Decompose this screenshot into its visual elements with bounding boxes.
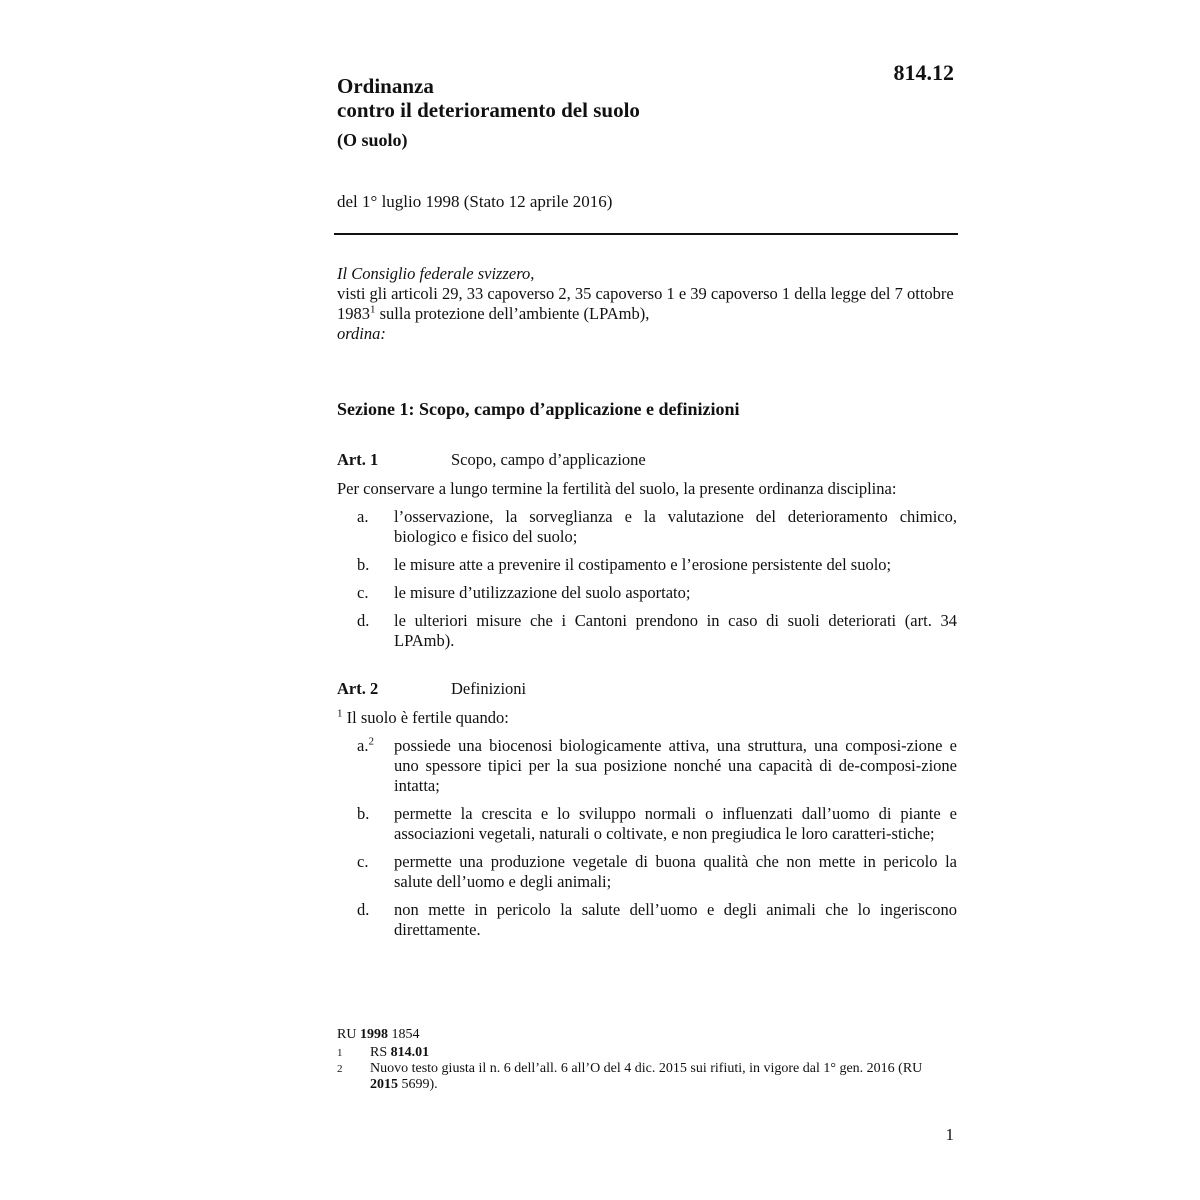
header-divider — [334, 233, 958, 235]
paragraph-number: 1 — [337, 707, 343, 720]
article-1-list — [357, 507, 957, 659]
list-item — [357, 900, 957, 940]
list-marker — [357, 736, 394, 796]
list-marker: d. — [357, 900, 370, 919]
ru-year: 1998 — [359, 1027, 388, 1042]
list-text: le misure atte a prevenire il costipamento e l’erosione persistente del suolo; — [394, 555, 892, 574]
list-marker: c. — [357, 852, 369, 871]
list-text: le ulteriori misure che i Cantoni prendono in caso di suoli deteriorati (art. 34 LPAmb). — [394, 611, 957, 650]
page-number: 1 — [945, 1125, 954, 1144]
footnotes — [337, 1027, 937, 1093]
list-text: permette la crescita e lo sviluppo normali o influenzati dall’uomo di piante e associazioni vegetali, naturali o coltivate, e non pregiudica le loro caratteri-stiche; — [394, 804, 957, 843]
list-text: non mette in pericolo la salute dell’uomo e degli animali che lo ingeriscono direttamente. — [394, 900, 957, 939]
list-item — [357, 611, 957, 651]
article-2-title: Definizioni — [451, 679, 527, 698]
article-2-number: Art. 2 — [337, 679, 379, 698]
article-2-heading — [337, 679, 526, 699]
section-title: Sezione 1: Scopo, campo d’applicazione e definizioni — [337, 399, 740, 419]
footnote — [337, 1061, 937, 1093]
ru-prefix: RU — [337, 1027, 360, 1042]
article-1-heading — [337, 450, 646, 470]
article-2-list — [357, 736, 957, 948]
article-1-intro: Per conservare a lungo termine la fertilità del suolo, la presente ordinanza disciplina: — [337, 479, 897, 498]
footnote — [337, 1045, 937, 1061]
list-text: possiede una biocenosi biologicamente attiva, una struttura, una composi-zione e uno spessore tipici per la sua posizione nonché una capacità di de-composi-zione intatta; — [394, 736, 957, 795]
footnote-ref-2[interactable]: 2 — [368, 735, 374, 748]
list-marker: a. — [357, 507, 369, 526]
list-marker: d. — [357, 611, 370, 630]
list-marker: b. — [357, 555, 370, 574]
title-line-2: contro il deterioramento del suolo — [337, 98, 640, 122]
footnote-text — [370, 1061, 937, 1093]
list-item — [357, 583, 957, 603]
footnote-text-bold: 2015 — [370, 1077, 398, 1092]
article-2-intro — [337, 708, 957, 728]
list-marker-letter: a. — [357, 736, 369, 755]
date-line: del 1° luglio 1998 (Stato 12 aprile 2016) — [337, 192, 613, 211]
preamble-decree: ordina: — [337, 324, 386, 343]
footnote-text-prefix: RS — [370, 1045, 391, 1060]
list-text: l’osservazione, la sorveglianza e la valutazione del deterioramento chimico, biologico e fisico del suolo; — [394, 507, 957, 546]
preamble-basis — [337, 284, 957, 324]
list-item — [357, 507, 957, 547]
document-title — [337, 74, 797, 152]
list-item — [357, 852, 957, 892]
article-1-title: Scopo, campo d’applicazione — [451, 450, 646, 469]
preamble — [337, 264, 957, 344]
ru-page: 1854 — [387, 1027, 420, 1042]
list-item — [357, 555, 957, 575]
official-collection-ref — [337, 1027, 937, 1043]
list-item — [357, 804, 957, 844]
footnote-number: 2 — [337, 1063, 343, 1075]
preamble-basis-text: visti gli articoli 29, 33 capoverso 2, 35 capoverso 1 e 39 capoverso 1 della legge del 7 ottobre 1983 — [337, 284, 954, 323]
footnote-text — [370, 1045, 937, 1061]
footnote-ref-1[interactable]: 1 — [370, 303, 376, 316]
sr-number: 814.12 — [893, 60, 954, 85]
footnote-text-prefix: Nuovo testo giusta il n. 6 dell’all. 6 all’O del 4 dic. 2015 sui rifiuti, in vigore dal 1° gen. 2016 (RU — [370, 1061, 923, 1076]
preamble-authority: Il Consiglio federale svizzero, — [337, 264, 535, 283]
preamble-basis-text-end: sulla protezione dell’ambiente (LPAmb), — [375, 304, 650, 323]
footnote-text-bold: 814.01 — [390, 1045, 430, 1060]
footnote-text-rest: 5699). — [398, 1077, 438, 1092]
footnote-number: 1 — [337, 1047, 343, 1059]
article-2-intro-text: Il suolo è fertile quando: — [342, 708, 509, 727]
list-text: le misure d’utilizzazione del suolo asportato; — [394, 583, 691, 602]
list-marker: b. — [357, 804, 370, 823]
list-text: permette una produzione vegetale di buona qualità che non mette in pericolo la salute dell’uomo e degli animali; — [394, 852, 957, 891]
list-marker: c. — [357, 583, 369, 602]
title-line-1: Ordinanza — [337, 74, 434, 98]
title-abbreviation: (O suolo) — [337, 130, 408, 150]
article-1-number: Art. 1 — [337, 450, 379, 469]
list-item — [357, 736, 957, 796]
